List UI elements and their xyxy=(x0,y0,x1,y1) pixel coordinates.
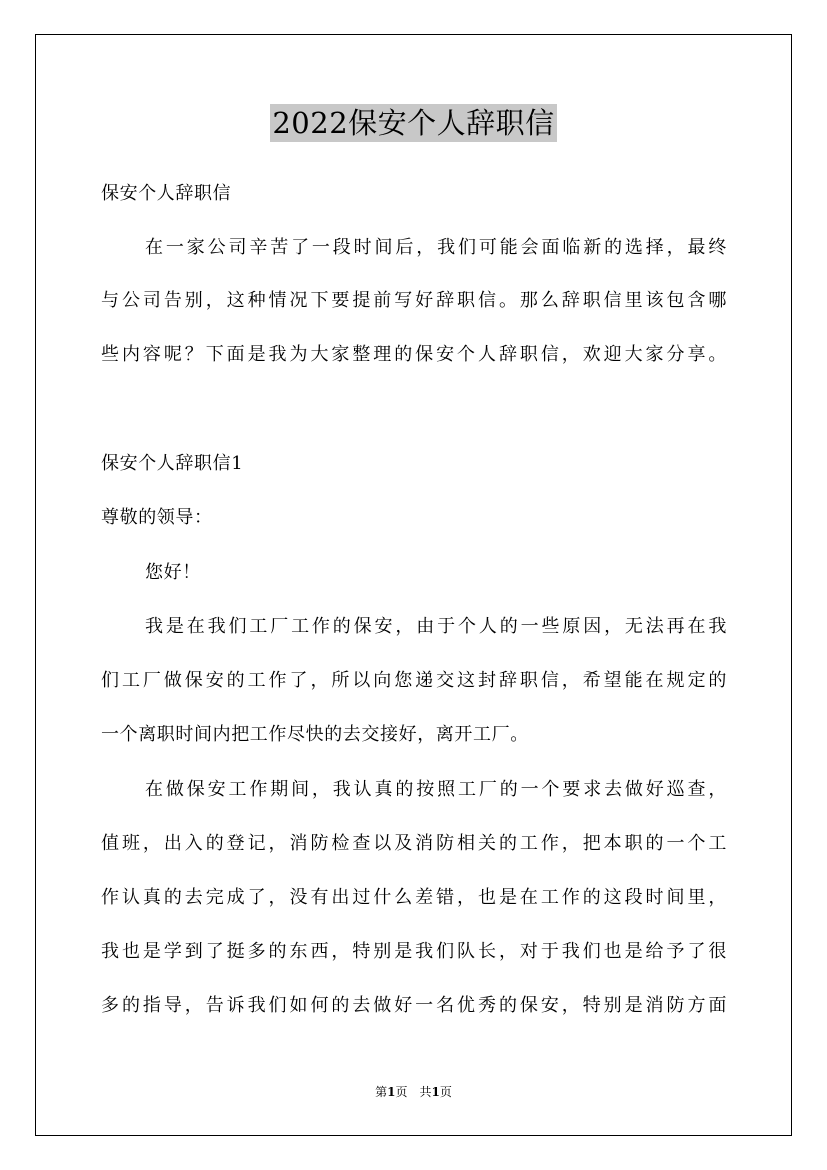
paragraph2-line-3: 作认真的去完成了，没有出过什么差错，也是在工作的这段时间里， xyxy=(101,887,727,908)
paragraph1-line-1: 我是在我们工厂工作的保安，由于个人的一些原因，无法再在我 xyxy=(145,616,727,637)
footer-page-current: 1 xyxy=(387,1085,396,1099)
footer-page-total: 1 xyxy=(431,1085,440,1099)
paragraph1-line-2: 们工厂做保安的工作了，所以向您递交这封辞职信，希望能在规定的 xyxy=(101,670,727,691)
paragraph2-line-5: 多的指导，告诉我们如何的去做好一名优秀的保安，特别是消防方面 xyxy=(101,995,727,1016)
paragraph1-line-3: 一个离职时间内把工作尽快的去交接好，离开工厂。 xyxy=(101,724,529,745)
footer-page-suffix: 页 xyxy=(439,1085,452,1099)
page-footer xyxy=(0,1084,827,1100)
document-title: 2022保安个人辞职信 xyxy=(272,106,555,140)
salutation: 尊敬的领导： xyxy=(101,507,213,528)
section-title: 保安个人辞职信1 xyxy=(101,453,244,474)
intro-line-3: 些内容呢？下面是我为大家整理的保安个人辞职信，欢迎大家分享。 xyxy=(101,344,727,365)
intro-line-2: 与公司告别，这种情况下要提前写好辞职信。那么辞职信里该包含哪 xyxy=(101,290,727,311)
document-title-wrapper xyxy=(0,104,827,142)
document-heading: 保安个人辞职信 xyxy=(101,183,232,204)
footer-page-mid: 页 共 xyxy=(395,1085,432,1099)
footer-page-prefix: 第 xyxy=(375,1085,388,1099)
greeting: 您好！ xyxy=(145,562,201,583)
paragraph2-line-1: 在做保安工作期间，我认真的按照工厂的一个要求去做好巡查， xyxy=(145,779,727,800)
paragraph2-line-2: 值班，出入的登记，消防检查以及消防相关的工作，把本职的一个工 xyxy=(101,833,727,854)
paragraph2-line-4: 我也是学到了挺多的东西，特别是我们队长，对于我们也是给予了很 xyxy=(101,941,727,962)
intro-line-1: 在一家公司辛苦了一段时间后，我们可能会面临新的选择，最终 xyxy=(145,237,727,258)
